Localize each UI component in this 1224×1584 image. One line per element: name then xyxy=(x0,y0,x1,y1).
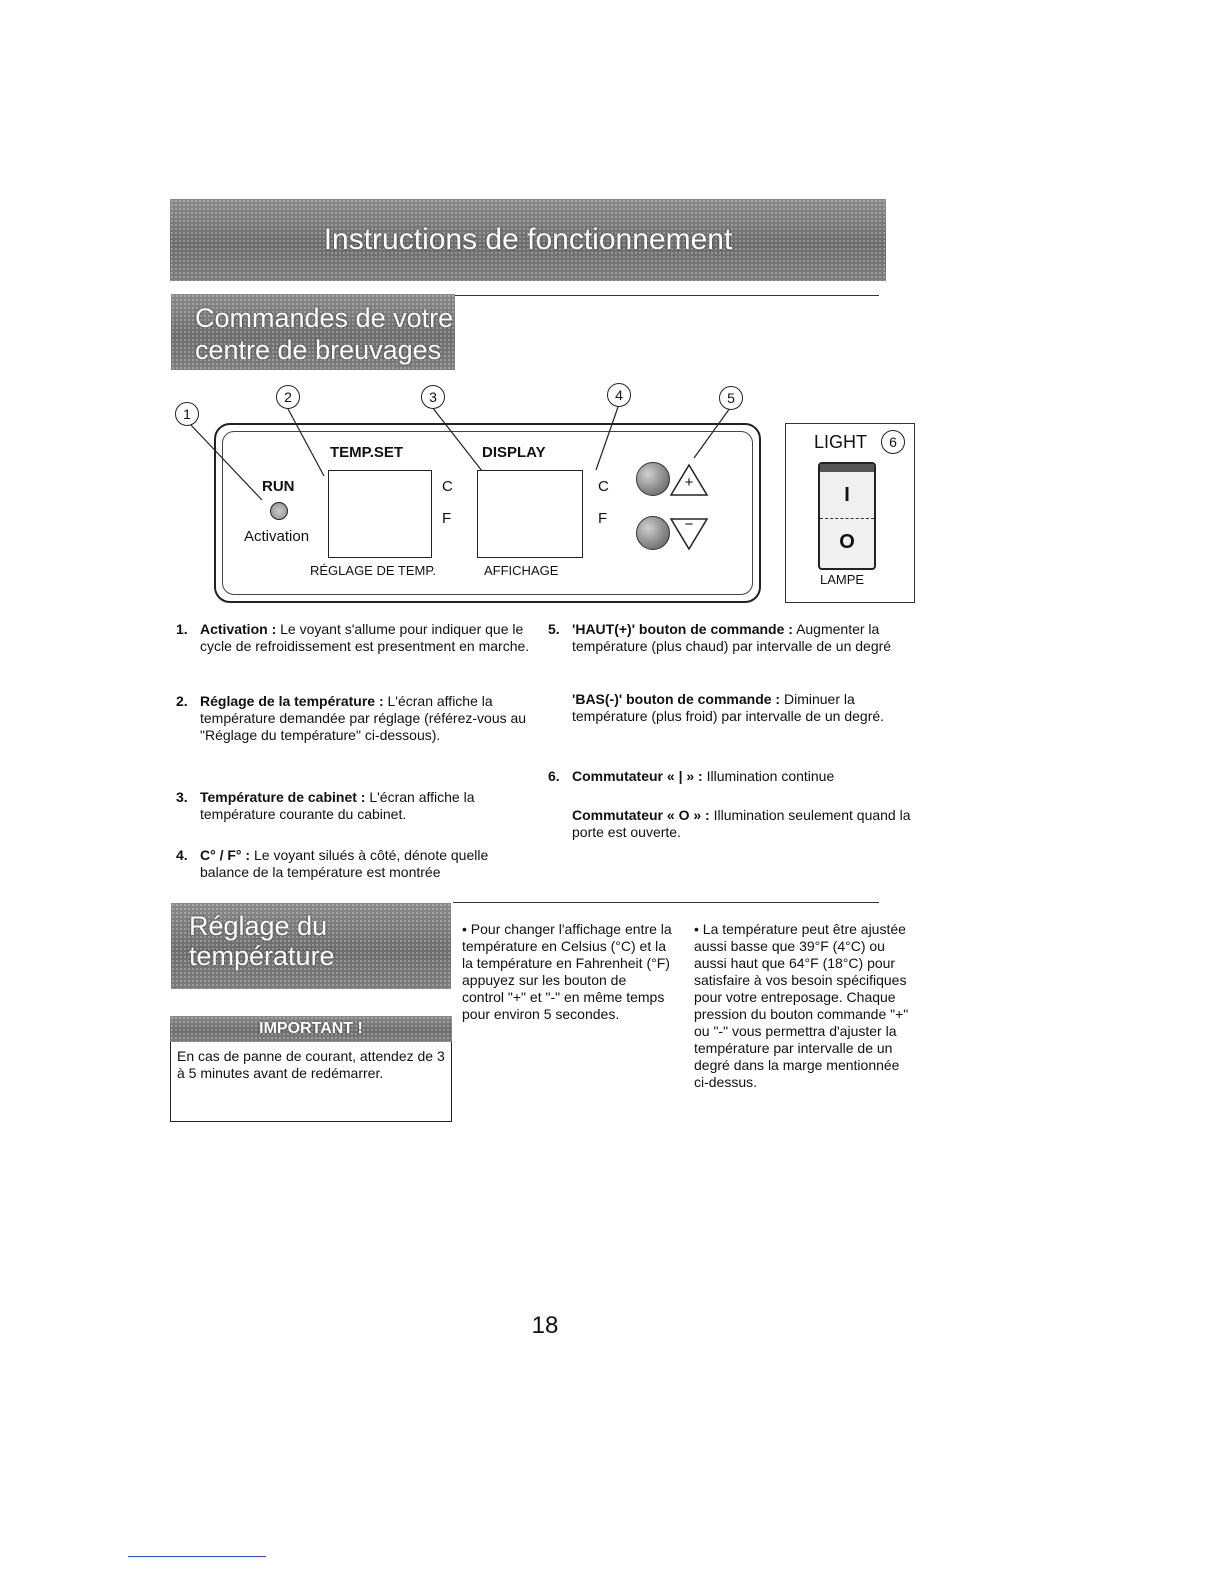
reglage-label: RÉGLAGE DE TEMP. xyxy=(310,563,436,578)
run-label: RUN xyxy=(262,478,295,495)
list-item: 'BAS(-)' bouton de commande : Diminuer la température (plus froid) par intervalle de un degré. xyxy=(572,691,885,724)
temperature-section-title xyxy=(171,903,451,989)
important-text: En cas de panne de courant, attendez de 3 à 5 minutes avant de redémarrer. xyxy=(177,1048,445,1081)
list-item: 4. C° / F° : Le voyant silués à côté, dénote quelle balance de la température est montrée xyxy=(176,847,489,880)
important-header xyxy=(170,1016,452,1042)
up-button[interactable] xyxy=(636,462,670,496)
display-unit-c: C xyxy=(598,478,609,495)
important-box xyxy=(170,1042,452,1122)
callout-5: 5 xyxy=(719,386,743,410)
callout-3: 3 xyxy=(421,385,445,409)
controls-title-line1: Commandes de votre xyxy=(195,303,454,333)
list-item: 6. Commutateur « | » : Illumination continue xyxy=(548,768,835,784)
temp-title-line1: Réglage du xyxy=(189,911,328,941)
affichage-label: AFFICHAGE xyxy=(484,563,559,578)
display-unit-f: F xyxy=(598,510,608,527)
cabinet-temp-display xyxy=(477,470,583,558)
minus-symbol: − xyxy=(684,516,694,533)
temp-set-display xyxy=(328,470,432,558)
page-title: Instructions de fonctionnement xyxy=(323,223,733,256)
controls-title-line2: centre de breuvages xyxy=(195,335,442,365)
temp-set-unit-f: F xyxy=(442,510,452,527)
light-label: LIGHT xyxy=(814,432,868,452)
temp-instructions-col1: • Pour changer l'affichage entre la température en Celsius (°C) et la la température en Fahrenheit (°F) appuyez sur les bouton de control "+" et "-" en même temps pour environ 5 secondes. xyxy=(462,921,672,1022)
list-item: Commutateur « O » : Illumination seulement quand la porte est ouverte. xyxy=(572,807,911,840)
switch-on-label: I xyxy=(820,472,874,519)
down-button[interactable] xyxy=(636,516,670,550)
temp-instructions-col2: • La température peut être ajustée aussi basse que 39°F (4°C) ou aussi haut que 64°F (18°C) pour satisfaire à vos besoin spécifiques pour votre entreposage. Chaque pression du bouton commande "+" ou "-" vous permettra d'ajuster la température par intervalle de un degré dans la marge mentionnée ci-dessus. xyxy=(694,921,909,1090)
temp-set-label: TEMP.SET xyxy=(330,444,404,461)
lampe-label: LAMPE xyxy=(820,572,865,587)
callout-4: 4 xyxy=(607,383,631,407)
callout-2: 2 xyxy=(276,385,300,409)
temp-title-line2: température xyxy=(189,941,335,971)
temp-set-unit-c: C xyxy=(442,478,453,495)
list-item: 5. 'HAUT(+)' bouton de commande : Augmenter la température (plus chaud) par intervalle de un degré xyxy=(548,621,892,654)
callout-6: 6 xyxy=(881,430,905,454)
list-item: 1. Activation : Le voyant s'allume pour indiquer que le cycle de refroidissement est presentment en marche. xyxy=(176,621,530,654)
activation-label: Activation xyxy=(244,528,310,545)
light-rocker-switch[interactable] xyxy=(818,462,876,570)
switch-off-label: O xyxy=(839,530,855,553)
important-title: IMPORTANT ! xyxy=(259,1020,363,1037)
footer-line xyxy=(128,1556,266,1557)
callout-1: 1 xyxy=(175,402,199,426)
display-label: DISPLAY xyxy=(482,444,546,461)
list-item: 2. Réglage de la température : L'écran affiche la température demandée par réglage (référez-vous au "Réglage du température" ci-dessous). xyxy=(176,693,527,743)
callout-leader-lines xyxy=(0,0,1224,700)
run-indicator-led xyxy=(270,502,288,520)
page-number: 18 xyxy=(531,1312,559,1339)
list-item: 3. Température de cabinet : L'écran affiche la température courante du cabinet. xyxy=(176,789,475,822)
plus-symbol: + xyxy=(684,474,694,491)
divider xyxy=(453,902,879,903)
